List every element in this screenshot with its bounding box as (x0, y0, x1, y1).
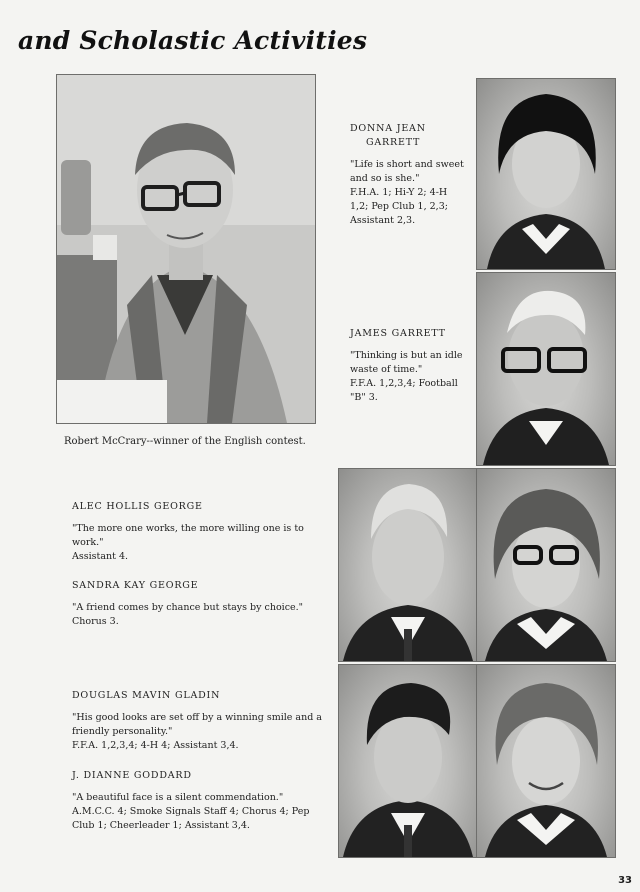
bio-james-garrett (350, 327, 468, 405)
bio-dianne-goddard (72, 769, 324, 833)
student-quote: "The more one works, the more willing one is to work." (72, 523, 304, 548)
portrait-photo-dianne-goddard (476, 664, 616, 858)
bio-alec-george (72, 500, 324, 564)
student-name: SANDRA KAY GEORGE (72, 580, 199, 591)
bio-donna-garrett (350, 122, 468, 228)
student-quote: "Thinking is but an idle waste of time." (350, 350, 463, 375)
student-quote: "Life is short and sweet and so is she." (350, 159, 464, 184)
student-activities: Chorus 3. (72, 616, 119, 627)
feature-caption: Robert McCrary--winner of the English contest. (64, 436, 306, 447)
portrait-photo-sandra-george (476, 468, 616, 662)
bio-sandra-george (72, 579, 324, 629)
student-activities: F.F.A. 1,2,3,4; Football "B" 3. (350, 378, 458, 403)
student-name-line2: GARRETT (366, 137, 421, 148)
student-name: DOUGLAS MAVIN GLADIN (72, 690, 221, 701)
student-quote: "A beautiful face is a silent commendation." (72, 792, 284, 803)
student-name: ALEC HOLLIS GEORGE (72, 501, 203, 512)
portrait-photo-donna-garrett (476, 78, 616, 270)
student-name: J. DIANNE GODDARD (72, 770, 192, 781)
page-heading: and Scholastic Activities (18, 26, 368, 55)
student-activities: F.F.A. 1,2,3,4; 4-H 4; Assistant 3,4. (72, 740, 239, 751)
portrait-photo-james-garrett (476, 272, 616, 466)
student-quote: "A friend comes by chance but stays by choice." (72, 602, 304, 613)
student-name: JAMES GARRETT (350, 328, 446, 339)
student-name: DONNA JEAN (350, 123, 426, 134)
student-quote: "His good looks are set off by a winning smile and a friendly personality." (72, 712, 322, 737)
portrait-photo-alec-george (338, 468, 478, 662)
student-activities: F.H.A. 1; Hi-Y 2; 4-H 1,2; Pep Club 1, 2,3; Assistant 2,3. (350, 187, 448, 226)
portrait-photo-douglas-gladin (338, 664, 478, 858)
bio-douglas-gladin (72, 689, 324, 753)
feature-photo (56, 74, 316, 424)
student-activities: A.M.C.C. 4; Smoke Signals Staff 4; Chorus 4; Pep Club 1; Cheerleader 1; Assistant 3,4. (72, 806, 310, 831)
student-activities: Assistant 4. (72, 551, 129, 562)
page-number: 33 (618, 875, 632, 886)
